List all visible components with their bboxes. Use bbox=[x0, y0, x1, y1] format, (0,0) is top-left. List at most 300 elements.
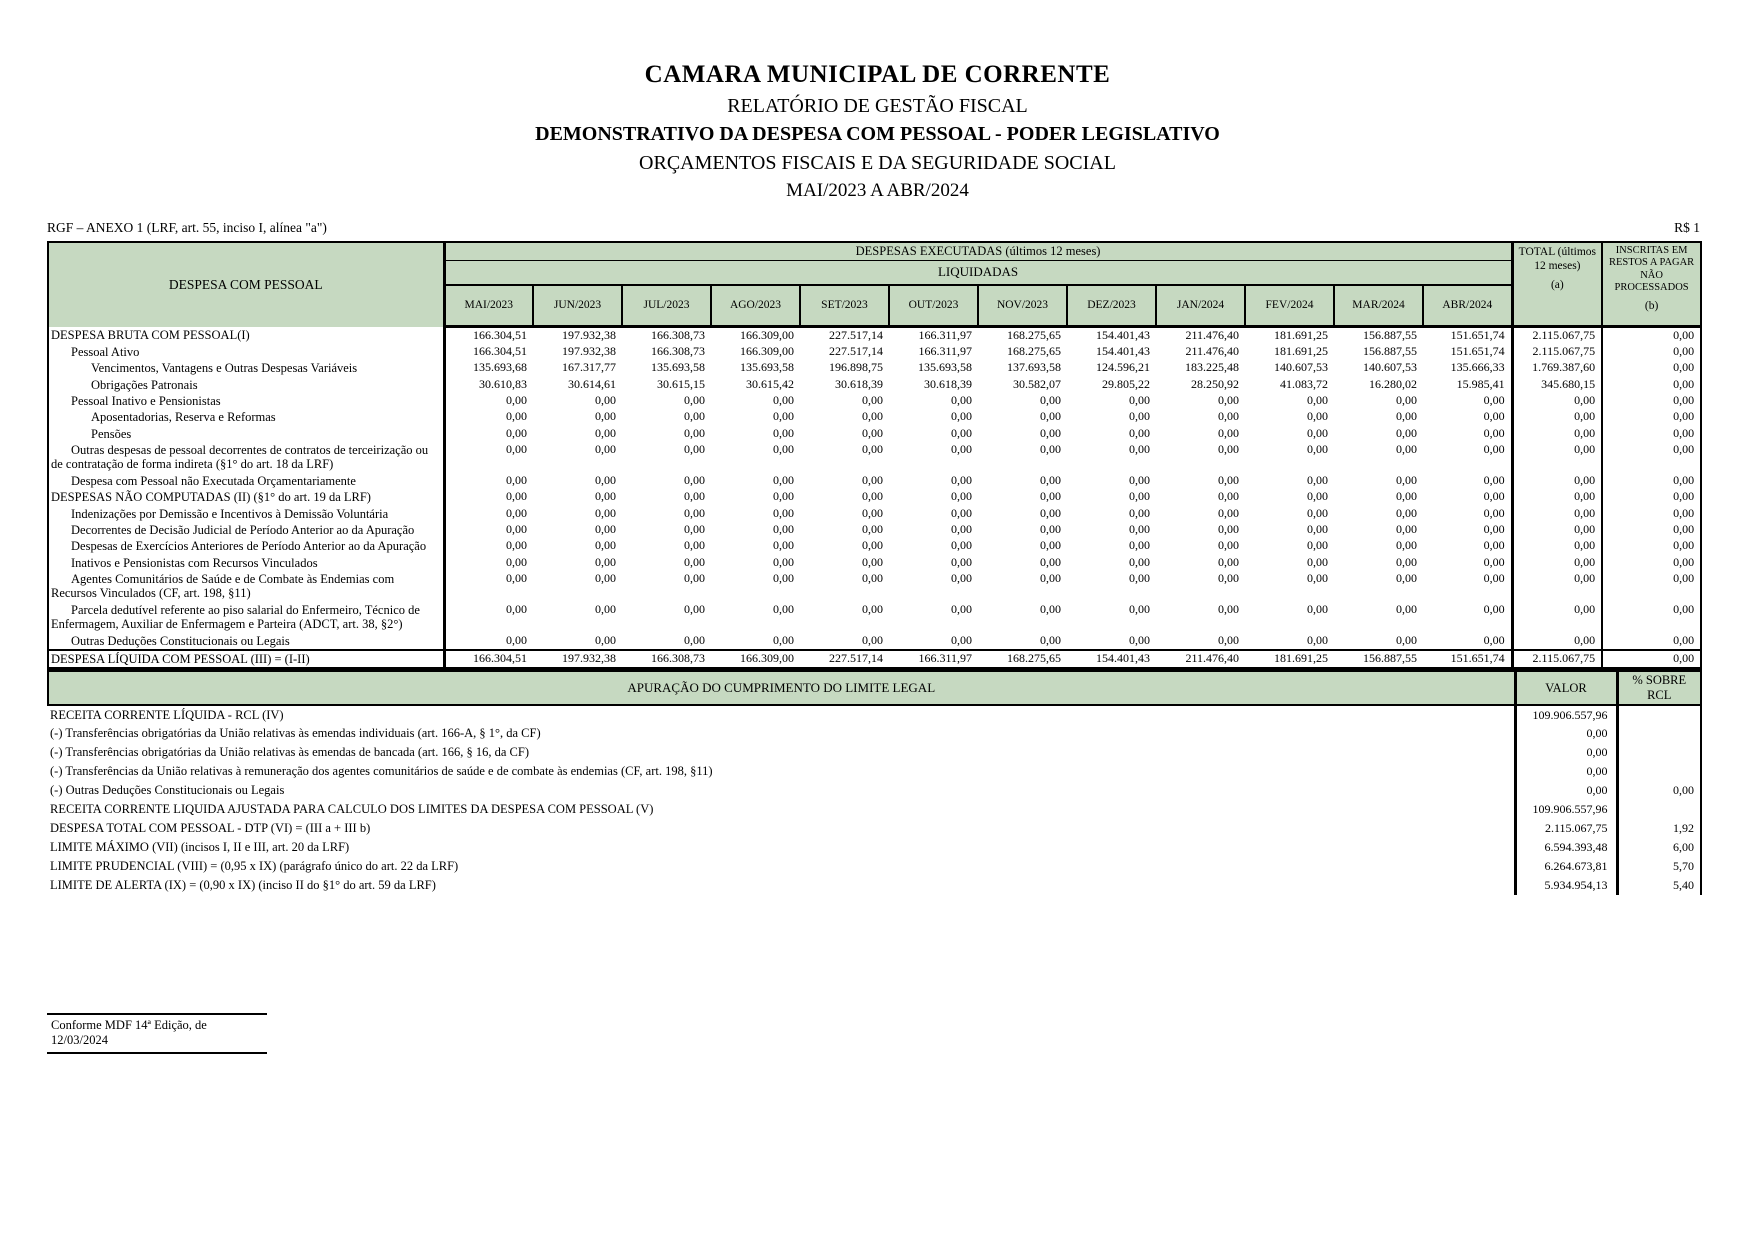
month-value: 0,00 bbox=[1483, 521, 1505, 536]
month-value: 166.304,51 bbox=[444, 650, 533, 669]
month-value: 0,00 bbox=[506, 489, 527, 504]
month-value: 0,00 bbox=[1129, 554, 1150, 569]
month-value: 166.304,51 bbox=[473, 328, 527, 342]
month-value: 16.280,02 bbox=[1369, 376, 1417, 391]
limit-row bbox=[48, 819, 1701, 838]
restos-value: 0,00 bbox=[1673, 632, 1695, 647]
month-value: 0,00 bbox=[773, 489, 794, 504]
month-value: 183.225,48 bbox=[1185, 360, 1239, 375]
table-row bbox=[48, 538, 1701, 554]
table-row bbox=[48, 442, 1701, 473]
month-value: 154.401,43 bbox=[1096, 343, 1150, 358]
month-value: 181.691,25 bbox=[1274, 343, 1328, 358]
month-value: 154.401,43 bbox=[1067, 650, 1156, 669]
month-value: 0,00 bbox=[1483, 409, 1505, 424]
month-value: 0,00 bbox=[1307, 409, 1328, 424]
month-value: 211.476,40 bbox=[1185, 328, 1239, 342]
month-value: 0,00 bbox=[684, 521, 705, 536]
month-value: 0,00 bbox=[951, 554, 972, 569]
month-value: 0,00 bbox=[1396, 521, 1417, 536]
restos-value: 0,00 bbox=[1673, 601, 1695, 616]
total-value: 2.115.067,75 bbox=[1512, 327, 1602, 344]
page-title: CAMARA MUNICIPAL DE CORRENTE bbox=[644, 61, 1111, 88]
month-value: 181.691,25 bbox=[1245, 650, 1334, 669]
month-value: 0,00 bbox=[773, 472, 794, 487]
month-value: 0,00 bbox=[506, 521, 527, 536]
month-value: 0,00 bbox=[1129, 442, 1150, 457]
month-value: 0,00 bbox=[1396, 554, 1417, 569]
month-value: 0,00 bbox=[1396, 472, 1417, 487]
month-value: 0,00 bbox=[1129, 538, 1150, 553]
month-value: 0,00 bbox=[862, 632, 883, 647]
month-value: 137.693,58 bbox=[1007, 360, 1061, 375]
total-value: 345.680,15 bbox=[1512, 377, 1602, 393]
month-value: 0,00 bbox=[1218, 392, 1239, 407]
month-value: 0,00 bbox=[1396, 632, 1417, 647]
month-value: 0,00 bbox=[862, 601, 883, 616]
month-value: 0,00 bbox=[684, 409, 705, 424]
month-value: 211.476,40 bbox=[1156, 650, 1245, 669]
total-value: 0,00 bbox=[1512, 393, 1602, 409]
month-value: 0,00 bbox=[773, 538, 794, 553]
month-value: 166.309,00 bbox=[740, 343, 794, 358]
month-value: 30.610,83 bbox=[479, 376, 527, 391]
limit-row-valor: 6.594.393,48 bbox=[1515, 838, 1617, 857]
month-value: 0,00 bbox=[1040, 538, 1061, 553]
month-value: 0,00 bbox=[506, 554, 527, 569]
month-value: 30.614,61 bbox=[568, 376, 616, 391]
month-value: 135.693,58 bbox=[740, 360, 794, 375]
month-value: 0,00 bbox=[1218, 632, 1239, 647]
restos-value: 0,00 bbox=[1673, 521, 1695, 536]
total-value: 0,00 bbox=[1512, 522, 1602, 538]
month-value: 0,00 bbox=[1307, 632, 1328, 647]
month-value: 227.517,14 bbox=[829, 343, 883, 358]
month-value: 0,00 bbox=[1483, 505, 1505, 520]
row-label: Pensões bbox=[48, 426, 444, 442]
month-value: 0,00 bbox=[951, 538, 972, 553]
month-value: 0,00 bbox=[595, 554, 616, 569]
limit-table-body bbox=[48, 705, 1701, 895]
limit-row-label: (-) Outras Deduções Constitucionais ou Legais bbox=[50, 783, 285, 798]
month-value: 0,00 bbox=[862, 409, 883, 424]
month-value: 197.932,38 bbox=[562, 343, 616, 358]
restos-value: 0,00 bbox=[1673, 328, 1695, 342]
month-value: 0,00 bbox=[1483, 489, 1505, 504]
month-value: 0,00 bbox=[1040, 505, 1061, 520]
limit-row-pct bbox=[1617, 800, 1701, 819]
limit-compliance-table bbox=[47, 670, 1702, 895]
row-label: Outras Deduções Constitucionais ou Legais bbox=[48, 633, 444, 650]
month-header: MAI/2023 bbox=[444, 285, 533, 327]
month-value: 0,00 bbox=[1218, 571, 1239, 586]
month-value: 0,00 bbox=[506, 538, 527, 553]
month-value: 0,00 bbox=[1307, 538, 1328, 553]
month-value: 0,00 bbox=[506, 472, 527, 487]
restos-column-header bbox=[1602, 242, 1701, 327]
month-header: AGO/2023 bbox=[711, 285, 800, 327]
month-value: 0,00 bbox=[1040, 632, 1061, 647]
row-label: Aposentadorias, Reserva e Reformas bbox=[48, 409, 444, 425]
total-value: 0,00 bbox=[1512, 555, 1602, 571]
month-value: 0,00 bbox=[595, 521, 616, 536]
restos-value: 0,00 bbox=[1673, 360, 1695, 375]
month-value: 0,00 bbox=[1129, 472, 1150, 487]
month-value: 0,00 bbox=[1129, 489, 1150, 504]
total-value: 0,00 bbox=[1512, 633, 1602, 650]
limit-row-pct: 6,00 bbox=[1617, 838, 1701, 857]
month-value: 166.309,00 bbox=[711, 650, 800, 669]
month-value: 0,00 bbox=[1396, 489, 1417, 504]
table-row bbox=[48, 327, 1701, 344]
limit-section-title: APURAÇÃO DO CUMPRIMENTO DO LIMITE LEGAL bbox=[48, 671, 1515, 705]
month-value: 166.311,97 bbox=[918, 343, 972, 358]
month-value: 28.250,92 bbox=[1191, 376, 1239, 391]
limit-row bbox=[48, 705, 1701, 724]
month-value: 0,00 bbox=[1040, 521, 1061, 536]
month-value: 0,00 bbox=[951, 521, 972, 536]
restos-value: 0,00 bbox=[1673, 472, 1695, 487]
month-value: 0,00 bbox=[1218, 472, 1239, 487]
limit-row bbox=[48, 781, 1701, 800]
report-period: MAI/2023 A ABR/2024 bbox=[786, 180, 969, 201]
month-value: 0,00 bbox=[862, 489, 883, 504]
month-value: 124.596,21 bbox=[1096, 360, 1150, 375]
month-value: 30.615,15 bbox=[657, 376, 705, 391]
limit-row-valor: 109.906.557,96 bbox=[1515, 800, 1617, 819]
month-value: 0,00 bbox=[1218, 538, 1239, 553]
month-value: 135.693,58 bbox=[918, 360, 972, 375]
month-value: 0,00 bbox=[1396, 601, 1417, 616]
month-value: 166.311,97 bbox=[918, 328, 972, 342]
month-value: 0,00 bbox=[773, 554, 794, 569]
row-label: Vencimentos, Vantagens e Outras Despesas Variáveis bbox=[48, 360, 444, 376]
restos-header-sub: (b) bbox=[1644, 299, 1659, 312]
month-value: 30.615,42 bbox=[746, 376, 794, 391]
limit-row-label: (-) Transferências obrigatórias da União relativas às emendas individuais (art. 166-A, § 1°, da CF) bbox=[50, 726, 541, 741]
limit-row-pct bbox=[1617, 762, 1701, 781]
month-value: 0,00 bbox=[862, 554, 883, 569]
month-value: 0,00 bbox=[951, 632, 972, 647]
month-value: 0,00 bbox=[506, 442, 527, 457]
month-value: 0,00 bbox=[1218, 489, 1239, 504]
table-row bbox=[48, 506, 1701, 522]
month-value: 0,00 bbox=[1396, 538, 1417, 553]
month-value: 0,00 bbox=[773, 392, 794, 407]
month-value: 0,00 bbox=[1483, 472, 1505, 487]
month-value: 135.666,33 bbox=[1450, 360, 1505, 375]
table-row bbox=[48, 602, 1701, 633]
month-value: 154.401,43 bbox=[1096, 328, 1150, 342]
total-value: 0,00 bbox=[1512, 473, 1602, 489]
limit-row-pct bbox=[1617, 705, 1701, 724]
month-value: 0,00 bbox=[1040, 392, 1061, 407]
month-value: 0,00 bbox=[506, 571, 527, 586]
month-value: 0,00 bbox=[1218, 442, 1239, 457]
annex-reference: RGF – ANEXO 1 (LRF, art. 55, inciso I, alínea "a") bbox=[47, 220, 327, 235]
total-header-text: TOTAL (últimos 12 meses) bbox=[1518, 246, 1597, 273]
total-column-header bbox=[1512, 242, 1602, 327]
restos-value: 0,00 bbox=[1673, 554, 1695, 569]
expense-table-head bbox=[48, 242, 1701, 327]
month-value: 0,00 bbox=[1129, 601, 1150, 616]
month-value: 197.932,38 bbox=[562, 328, 616, 342]
restos-value: 0,00 bbox=[1673, 392, 1695, 407]
limit-row-label: LIMITE DE ALERTA (IX) = (0,90 x IX) (inciso II do §1° do art. 59 da LRF) bbox=[50, 878, 436, 893]
month-value: 0,00 bbox=[1129, 505, 1150, 520]
month-value: 0,00 bbox=[595, 538, 616, 553]
limit-row bbox=[48, 838, 1701, 857]
month-value: 0,00 bbox=[1396, 442, 1417, 457]
row-label: Indenizações por Demissão e Incentivos à Demissão Voluntária bbox=[48, 506, 444, 522]
month-value: 151.651,74 bbox=[1423, 650, 1512, 669]
table-row bbox=[48, 522, 1701, 538]
limit-row-valor: 6.264.673,81 bbox=[1515, 857, 1617, 876]
month-value: 0,00 bbox=[1483, 442, 1505, 457]
table-row bbox=[48, 393, 1701, 409]
month-value: 0,00 bbox=[1040, 489, 1061, 504]
restos-value: 0,00 bbox=[1602, 650, 1701, 669]
month-header: ABR/2024 bbox=[1423, 285, 1512, 327]
month-header: DEZ/2023 bbox=[1067, 285, 1156, 327]
month-value: 0,00 bbox=[1129, 571, 1150, 586]
month-value: 166.308,73 bbox=[622, 650, 711, 669]
month-value: 0,00 bbox=[506, 601, 527, 616]
month-value: 0,00 bbox=[1129, 409, 1150, 424]
limit-row bbox=[48, 857, 1701, 876]
corner-header: DESPESA COM PESSOAL bbox=[48, 242, 444, 327]
month-value: 0,00 bbox=[1218, 409, 1239, 424]
row-label: Inativos e Pensionistas com Recursos Vinculados bbox=[48, 555, 444, 571]
total-value: 0,00 bbox=[1512, 442, 1602, 473]
annex-row bbox=[47, 220, 1700, 236]
month-value: 15.985,41 bbox=[1456, 376, 1505, 391]
limit-row bbox=[48, 724, 1701, 743]
total-value: 1.769.387,60 bbox=[1512, 360, 1602, 376]
month-value: 166.308,73 bbox=[651, 328, 705, 342]
month-header: JAN/2024 bbox=[1156, 285, 1245, 327]
month-value: 0,00 bbox=[1040, 601, 1061, 616]
total-value: 0,00 bbox=[1512, 571, 1602, 602]
limit-row-pct: 5,70 bbox=[1617, 857, 1701, 876]
month-value: 151.651,74 bbox=[1450, 328, 1505, 342]
limit-row-valor: 0,00 bbox=[1515, 724, 1617, 743]
month-value: 0,00 bbox=[773, 632, 794, 647]
restos-value: 0,00 bbox=[1673, 489, 1695, 504]
month-value: 181.691,25 bbox=[1274, 328, 1328, 342]
limit-row-label: RECEITA CORRENTE LÍQUIDA - RCL (IV) bbox=[50, 707, 284, 722]
month-value: 0,00 bbox=[1129, 425, 1150, 440]
table-row bbox=[48, 633, 1701, 650]
month-value: 0,00 bbox=[1040, 409, 1061, 424]
month-value: 0,00 bbox=[1483, 392, 1505, 407]
month-value: 196.898,75 bbox=[829, 360, 883, 375]
month-value: 227.517,14 bbox=[829, 328, 883, 342]
month-value: 0,00 bbox=[862, 472, 883, 487]
limit-row-valor: 2.115.067,75 bbox=[1515, 819, 1617, 838]
limit-row bbox=[48, 743, 1701, 762]
month-value: 0,00 bbox=[595, 392, 616, 407]
month-value: 156.887,55 bbox=[1363, 343, 1417, 358]
month-value: 0,00 bbox=[1396, 425, 1417, 440]
limit-row-valor: 5.934.954,13 bbox=[1515, 876, 1617, 895]
limit-row-pct bbox=[1617, 724, 1701, 743]
month-value: 168.275,65 bbox=[1007, 343, 1061, 358]
report-header bbox=[0, 0, 1755, 204]
month-value: 168.275,65 bbox=[978, 650, 1067, 669]
restos-value: 0,00 bbox=[1673, 442, 1695, 457]
restos-value: 0,00 bbox=[1673, 409, 1695, 424]
month-value: 140.607,53 bbox=[1274, 360, 1328, 375]
row-label: DESPESA BRUTA COM PESSOAL(I) bbox=[48, 327, 444, 344]
limit-row bbox=[48, 800, 1701, 819]
month-value: 0,00 bbox=[862, 521, 883, 536]
month-value: 0,00 bbox=[595, 489, 616, 504]
month-value: 0,00 bbox=[1040, 472, 1061, 487]
month-header: SET/2023 bbox=[800, 285, 889, 327]
restos-value: 0,00 bbox=[1673, 376, 1695, 391]
limit-row-valor: 0,00 bbox=[1515, 762, 1617, 781]
limit-row-label: DESPESA TOTAL COM PESSOAL - DTP (VI) = (III a + III b) bbox=[50, 821, 371, 836]
table-row bbox=[48, 344, 1701, 360]
month-value: 0,00 bbox=[1040, 442, 1061, 457]
month-value: 0,00 bbox=[1218, 601, 1239, 616]
limit-row-pct: 0,00 bbox=[1617, 781, 1701, 800]
month-value: 0,00 bbox=[773, 571, 794, 586]
month-value: 166.311,97 bbox=[889, 650, 978, 669]
total-value: 2.115.067,75 bbox=[1512, 344, 1602, 360]
month-value: 0,00 bbox=[1396, 571, 1417, 586]
month-header: OUT/2023 bbox=[889, 285, 978, 327]
month-value: 0,00 bbox=[1483, 571, 1505, 586]
month-value: 211.476,40 bbox=[1185, 343, 1239, 358]
row-label: Decorrentes de Decisão Judicial de Período Anterior ao da Apuração bbox=[48, 522, 444, 538]
restos-value: 0,00 bbox=[1673, 505, 1695, 520]
month-value: 0,00 bbox=[595, 601, 616, 616]
month-value: 0,00 bbox=[1307, 571, 1328, 586]
month-value: 167.317,77 bbox=[562, 360, 616, 375]
month-value: 0,00 bbox=[1307, 472, 1328, 487]
limit-row-label: LIMITE MÁXIMO (VII) (incisos I, II e III, art. 20 da LRF) bbox=[50, 840, 350, 855]
month-value: 0,00 bbox=[1307, 601, 1328, 616]
month-value: 0,00 bbox=[1218, 521, 1239, 536]
month-value: 156.887,55 bbox=[1334, 650, 1423, 669]
total-value: 0,00 bbox=[1512, 602, 1602, 633]
month-value: 0,00 bbox=[684, 489, 705, 504]
month-value: 0,00 bbox=[773, 505, 794, 520]
limit-row-pct bbox=[1617, 743, 1701, 762]
limit-row-label: (-) Transferências obrigatórias da União relativas às emendas de bancada (art. 166, § 16, da CF) bbox=[50, 745, 530, 760]
total-value: 2.115.067,75 bbox=[1512, 650, 1602, 669]
limit-row-label: RECEITA CORRENTE LIQUIDA AJUSTADA PARA CALCULO DOS LIMITES DA DESPESA COM PESSOAL (V) bbox=[50, 802, 654, 817]
restos-value: 0,00 bbox=[1673, 343, 1695, 358]
month-value: 0,00 bbox=[684, 554, 705, 569]
month-value: 0,00 bbox=[1129, 392, 1150, 407]
expense-table bbox=[47, 241, 1702, 670]
month-value: 0,00 bbox=[1218, 505, 1239, 520]
month-value: 0,00 bbox=[1483, 538, 1505, 553]
month-value: 0,00 bbox=[684, 472, 705, 487]
month-value: 0,00 bbox=[506, 632, 527, 647]
main-table-body bbox=[48, 327, 1701, 669]
total-value: 0,00 bbox=[1512, 426, 1602, 442]
month-value: 0,00 bbox=[684, 442, 705, 457]
total-header-sub: (a) bbox=[1550, 278, 1564, 291]
row-label: DESPESA LÍQUIDA COM PESSOAL (III) = (I-II) bbox=[48, 650, 444, 669]
footer-note: Conforme MDF 14ª Edição, de 12/03/2024 bbox=[47, 1013, 267, 1054]
month-value: 166.309,00 bbox=[740, 328, 794, 342]
month-value: 0,00 bbox=[1483, 425, 1505, 440]
month-value: 166.308,73 bbox=[651, 343, 705, 358]
month-header: MAR/2024 bbox=[1334, 285, 1423, 327]
month-value: 0,00 bbox=[951, 505, 972, 520]
row-label: Parcela dedutível referente ao piso salarial do Enfermeiro, Técnico de Enfermagem, Auxiliar de Enfermagem e Parteira (ADCT, art. 38, §2°) bbox=[48, 602, 444, 633]
limit-row bbox=[48, 762, 1701, 781]
month-value: 0,00 bbox=[1218, 554, 1239, 569]
month-value: 168.275,65 bbox=[1007, 328, 1061, 342]
table-row bbox=[48, 377, 1701, 393]
month-value: 0,00 bbox=[1307, 442, 1328, 457]
month-header: JUN/2023 bbox=[533, 285, 622, 327]
month-value: 0,00 bbox=[1129, 632, 1150, 647]
row-label: Pessoal Ativo bbox=[48, 344, 444, 360]
month-value: 0,00 bbox=[773, 601, 794, 616]
restos-value: 0,00 bbox=[1673, 425, 1695, 440]
table-row bbox=[48, 426, 1701, 442]
row-label: Outras despesas de pessoal decorrentes de contratos de terceirização ou de contratação de forma indireta (§1° do art. 18 da LRF) bbox=[48, 442, 444, 473]
month-value: 0,00 bbox=[1396, 505, 1417, 520]
restos-value: 0,00 bbox=[1673, 538, 1695, 553]
month-value: 0,00 bbox=[1307, 554, 1328, 569]
month-value: 0,00 bbox=[951, 601, 972, 616]
month-value: 0,00 bbox=[862, 571, 883, 586]
limit-row-pct: 1,92 bbox=[1617, 819, 1701, 838]
month-value: 0,00 bbox=[1307, 505, 1328, 520]
month-value: 0,00 bbox=[951, 409, 972, 424]
month-value: 135.693,68 bbox=[473, 360, 527, 375]
row-label: DESPESAS NÃO COMPUTADAS (II) (§1° do art. 19 da LRF) bbox=[48, 489, 444, 505]
limit-table-head bbox=[48, 671, 1701, 705]
month-value: 0,00 bbox=[1307, 392, 1328, 407]
month-value: 0,00 bbox=[1307, 521, 1328, 536]
month-value: 140.607,53 bbox=[1363, 360, 1417, 375]
limit-row-pct: 5,40 bbox=[1617, 876, 1701, 895]
month-value: 0,00 bbox=[862, 538, 883, 553]
month-header: FEV/2024 bbox=[1245, 285, 1334, 327]
liquidadas-header: LIQUIDADAS bbox=[444, 261, 1512, 285]
month-value: 0,00 bbox=[684, 505, 705, 520]
month-value: 0,00 bbox=[595, 409, 616, 424]
month-value: 30.618,39 bbox=[835, 376, 883, 391]
pct-column-header: % SOBRE RCL bbox=[1617, 671, 1701, 705]
limit-row-valor: 0,00 bbox=[1515, 743, 1617, 762]
total-value: 0,00 bbox=[1512, 489, 1602, 505]
month-value: 0,00 bbox=[684, 538, 705, 553]
table-row bbox=[48, 555, 1701, 571]
report-subtitle-2: DEMONSTRATIVO DA DESPESA COM PESSOAL - PODER LEGISLATIVO bbox=[535, 123, 1220, 145]
month-value: 0,00 bbox=[595, 472, 616, 487]
restos-value: 0,00 bbox=[1673, 571, 1695, 586]
month-value: 0,00 bbox=[862, 505, 883, 520]
month-value: 41.083,72 bbox=[1280, 376, 1328, 391]
month-value: 0,00 bbox=[595, 571, 616, 586]
month-value: 0,00 bbox=[595, 442, 616, 457]
month-value: 0,00 bbox=[773, 425, 794, 440]
month-value: 29.805,22 bbox=[1102, 376, 1150, 391]
limit-row bbox=[48, 876, 1701, 895]
table-row bbox=[48, 650, 1701, 669]
month-value: 0,00 bbox=[684, 571, 705, 586]
